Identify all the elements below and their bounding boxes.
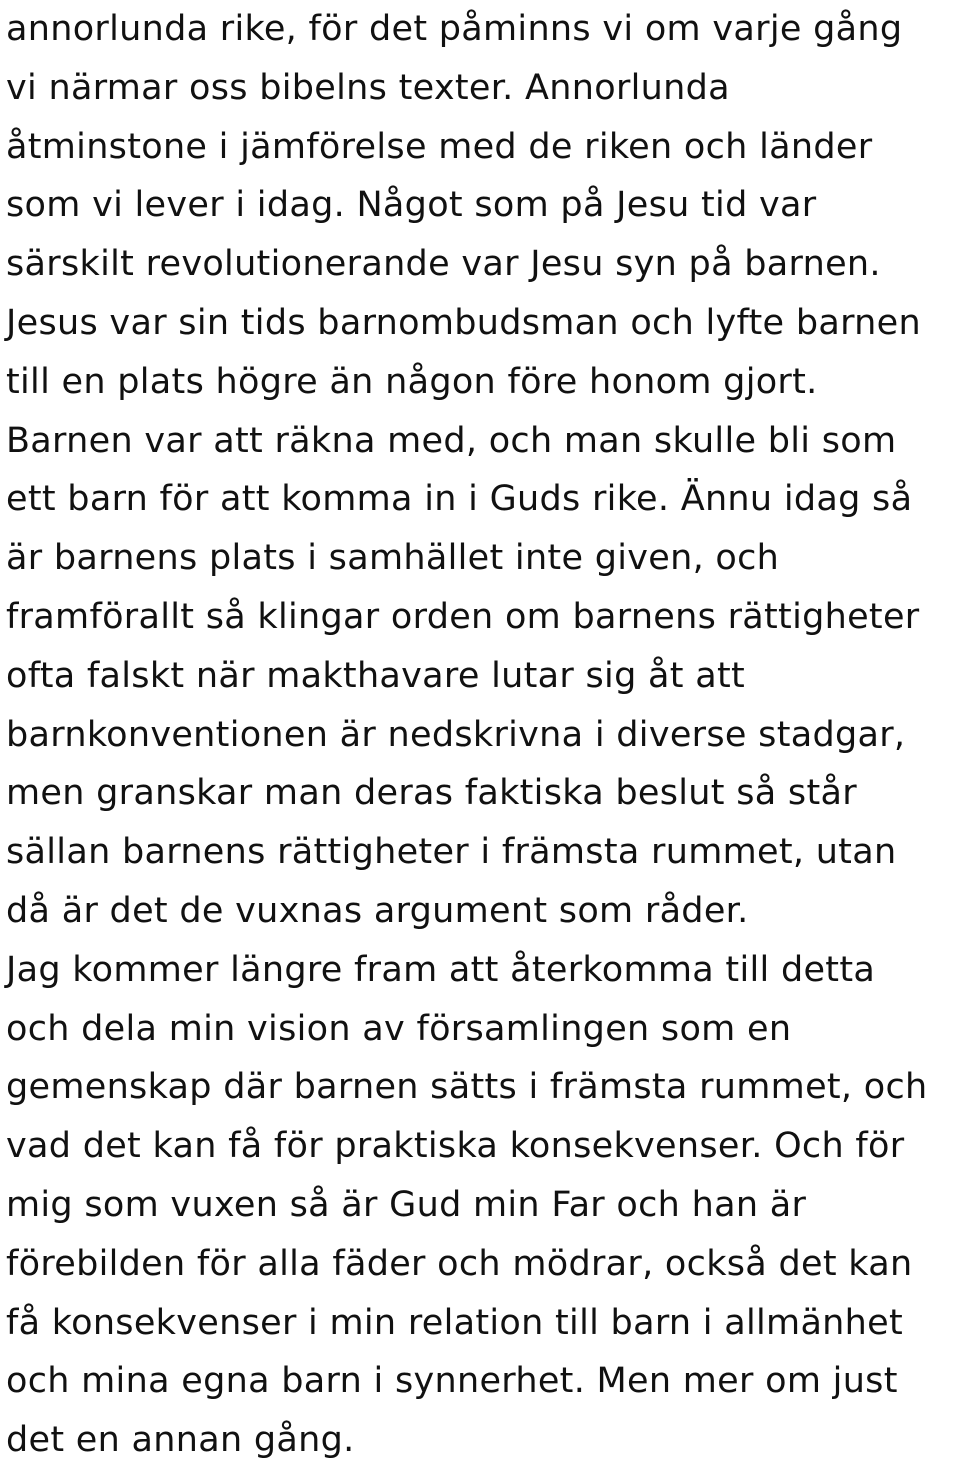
text-line: ett barn för att komma in i Guds rike. Ännu idag så — [6, 479, 913, 520]
text-line: framförallt så klingar orden om barnens rättigheter — [6, 596, 920, 637]
text-line: ofta falskt när makthavare lutar sig åt att — [6, 655, 745, 696]
text-line: och dela min vision av församlingen som en — [6, 1008, 792, 1049]
text-line: sällan barnens rättigheter i främsta rummet, utan — [6, 832, 897, 873]
text-line: få konsekvenser i min relation till barn i allmänhet — [6, 1302, 904, 1343]
text-line: och mina egna barn i synnerhet. Men mer om just — [6, 1361, 898, 1402]
text-line: annorlunda rike, för det påminns vi om varje gång — [6, 9, 903, 49]
text-line: Barnen var att räkna med, och man skulle bli som — [6, 420, 897, 461]
text-line: det en annan gång. — [6, 1420, 355, 1461]
text-line: förebilden för alla fäder och mödrar, också det kan — [6, 1243, 913, 1284]
text-line: Jesus var sin tids barnombudsman och lyfte barnen — [6, 302, 921, 343]
text-line: Jag kommer längre fram att återkomma till detta — [6, 949, 876, 990]
text-line: till en plats högre än någon före honom gjort. — [6, 361, 818, 402]
text-line: särskilt revolutionerande var Jesu syn på barnen. — [6, 244, 881, 285]
text-line: är barnens plats i samhället inte given, och — [6, 538, 780, 579]
text-line: gemenskap där barnen sätts i främsta rummet, och — [6, 1067, 928, 1108]
text-line: då är det de vuxnas argument som råder. — [6, 890, 749, 931]
text-line: åtminstone i jämförelse med de riken och länder — [6, 126, 873, 167]
text-line: vi närmar oss bibelns texter. Annorlunda — [6, 67, 730, 108]
text-line: barnkonventionen är nedskrivna i diverse stadgar, — [6, 714, 906, 755]
text-line: men granskar man deras faktiska beslut så står — [6, 773, 857, 814]
text-line: som vi lever i idag. Något som på Jesu tid var — [6, 185, 817, 226]
text-line: mig som vuxen så är Gud min Far och han är — [6, 1184, 807, 1225]
document-page — [6, 0, 956, 1470]
text-line: vad det kan få för praktiska konsekvenser. Och för — [6, 1126, 905, 1167]
